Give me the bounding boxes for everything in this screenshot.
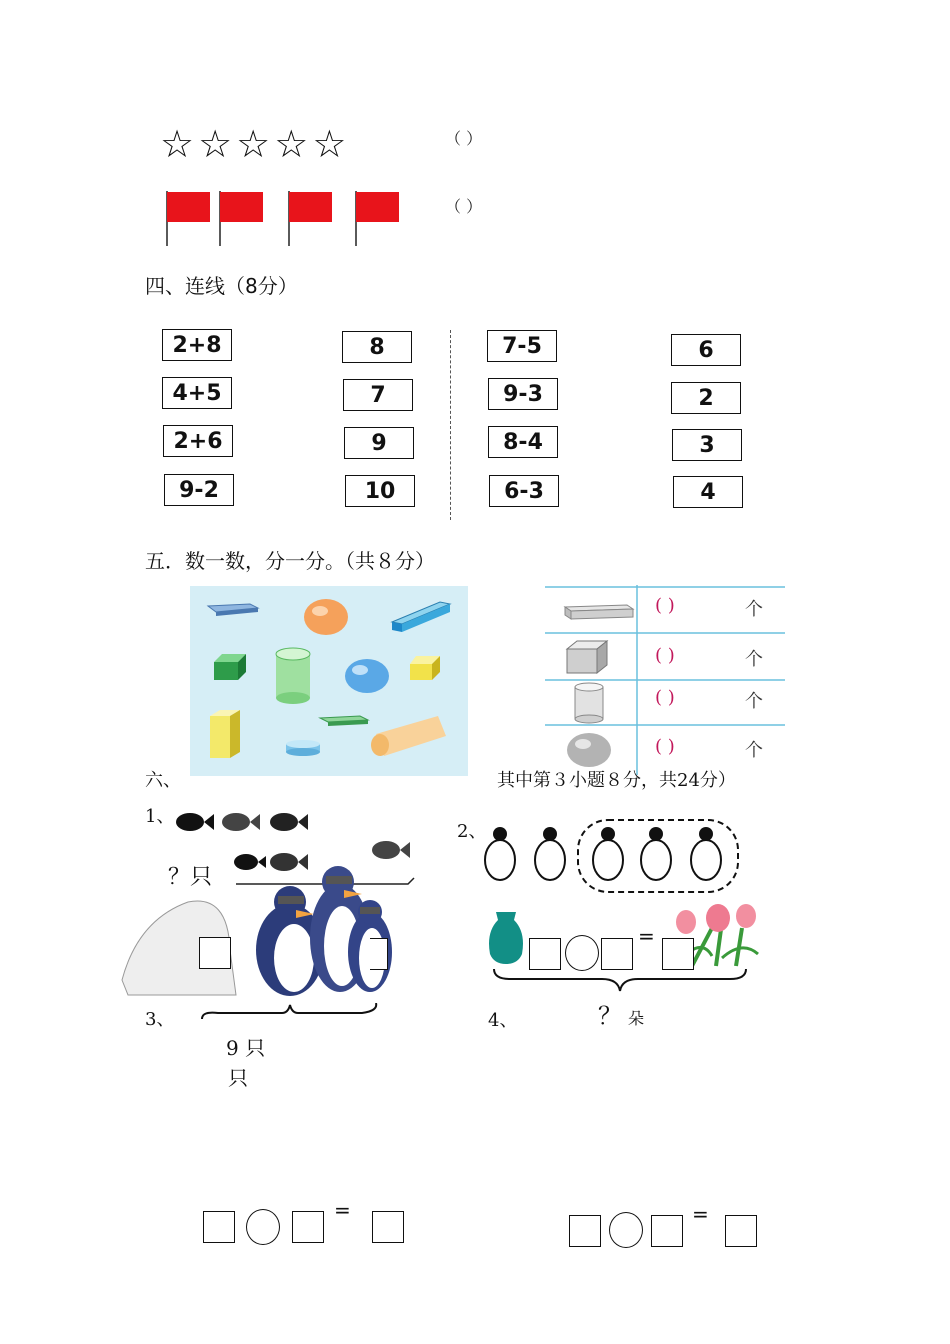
right-number-box: 2 xyxy=(671,382,741,414)
q1-answer-box[interactable] xyxy=(199,937,231,969)
flags-row xyxy=(160,188,410,248)
chick-group xyxy=(480,816,750,896)
q2-number: 2、 xyxy=(457,821,487,842)
q4-number: 4、 xyxy=(488,1010,518,1031)
table-unit: 个 xyxy=(745,649,763,670)
right-number-box: 6 xyxy=(671,334,741,366)
cylinder-icon xyxy=(575,683,603,723)
chick-icon xyxy=(691,827,721,880)
left-number-box: 9 xyxy=(344,427,414,459)
q3-total: 9 只 xyxy=(226,1036,266,1060)
penguin-brace xyxy=(198,1003,380,1033)
fish-icon xyxy=(176,813,214,831)
section4-title: 四、连线（8分） xyxy=(145,274,298,298)
chick-icon xyxy=(593,827,623,880)
fish-icon xyxy=(222,813,260,831)
table-unit: 个 xyxy=(745,740,763,761)
q4-answer-box[interactable] xyxy=(569,1215,601,1247)
q1-number: 1、 xyxy=(145,806,175,827)
flag-icon xyxy=(167,191,210,246)
chick-icon xyxy=(485,827,515,880)
left-expression-box: 2+6 xyxy=(163,425,233,457)
cuboid-icon xyxy=(565,605,633,619)
stars-answer-paren: （ ） xyxy=(445,129,483,148)
q3-equals: = xyxy=(334,1198,351,1222)
left-number-box: 10 xyxy=(345,475,415,507)
penguin-illustration xyxy=(118,860,398,1005)
flowers-brace xyxy=(490,965,750,995)
right-number-box: 3 xyxy=(672,429,742,461)
table-unit: 个 xyxy=(745,599,763,620)
section5-title: 五．数一数，分一分。（共８分） xyxy=(145,549,435,573)
right-expression-box: 7-5 xyxy=(487,330,557,362)
q1-question: ？只 xyxy=(168,865,213,890)
table-paren: ( ) xyxy=(655,645,675,666)
table-paren: ( ) xyxy=(655,595,675,616)
q3-answer-box[interactable] xyxy=(203,1211,235,1243)
star-icon: ☆ xyxy=(198,122,237,166)
q4-answer-box[interactable] xyxy=(725,1215,757,1247)
fish-icon xyxy=(372,841,410,859)
vase-icon xyxy=(486,910,526,966)
yellow-cube-shape xyxy=(410,656,440,680)
flag-icon xyxy=(356,191,399,246)
yellow-cuboid-shape xyxy=(210,710,240,758)
star-icon: ☆ xyxy=(312,122,351,166)
section6-title-left: 六、 xyxy=(145,770,181,791)
table-paren: ( ) xyxy=(655,687,675,708)
table-paren: ( ) xyxy=(655,736,675,757)
section6-title-right: 其中第３小题８分，共24分） xyxy=(497,770,736,791)
orange-sphere-shape xyxy=(304,599,348,635)
green-cylinder-shape xyxy=(276,648,310,704)
left-number-box: 7 xyxy=(343,379,413,411)
star-icon: ☆ xyxy=(160,122,199,166)
star-icon: ☆ xyxy=(274,122,313,166)
dashed-divider xyxy=(450,330,451,520)
flag-icon xyxy=(220,191,263,246)
q4-equals: = xyxy=(692,1202,709,1226)
q3-answer-box[interactable] xyxy=(372,1211,404,1243)
left-expression-box: 2+8 xyxy=(162,329,232,361)
flags-answer-paren: （ ） xyxy=(445,197,483,216)
left-expression-box: 9-2 xyxy=(164,474,234,506)
right-expression-box: 6-3 xyxy=(489,475,559,507)
fish-icon xyxy=(270,813,308,831)
flag-icon xyxy=(289,191,332,246)
q4-unit: 朵 xyxy=(628,1009,645,1028)
q2-equals: = xyxy=(638,924,655,948)
cube-icon xyxy=(567,641,607,673)
q3-extra: 只 xyxy=(228,1066,248,1090)
stars-row xyxy=(160,122,350,166)
q3-answer-box[interactable] xyxy=(292,1211,324,1243)
sphere-icon xyxy=(567,733,611,767)
right-expression-box: 9-3 xyxy=(488,378,558,410)
star-icon: ☆ xyxy=(236,122,275,166)
right-expression-box: 8-4 xyxy=(488,426,558,458)
q1-answer-box[interactable] xyxy=(370,938,388,970)
q4-question: ？ xyxy=(598,1002,622,1030)
blue-sphere-shape xyxy=(345,659,389,693)
q3-number: 3、 xyxy=(145,1009,175,1030)
shapes-panel xyxy=(190,586,468,776)
left-expression-box: 4+5 xyxy=(162,377,232,409)
table-unit: 个 xyxy=(745,691,763,712)
green-cube-shape xyxy=(214,654,246,680)
q3-operator-circle[interactable] xyxy=(246,1209,280,1245)
left-number-box: 8 xyxy=(342,331,412,363)
light-blue-disc-shape xyxy=(286,740,320,756)
right-number-box: 4 xyxy=(673,476,743,508)
chick-icon xyxy=(535,827,565,880)
q4-operator-circle[interactable] xyxy=(609,1212,643,1248)
chick-icon xyxy=(641,827,671,880)
q4-answer-box[interactable] xyxy=(651,1215,683,1247)
